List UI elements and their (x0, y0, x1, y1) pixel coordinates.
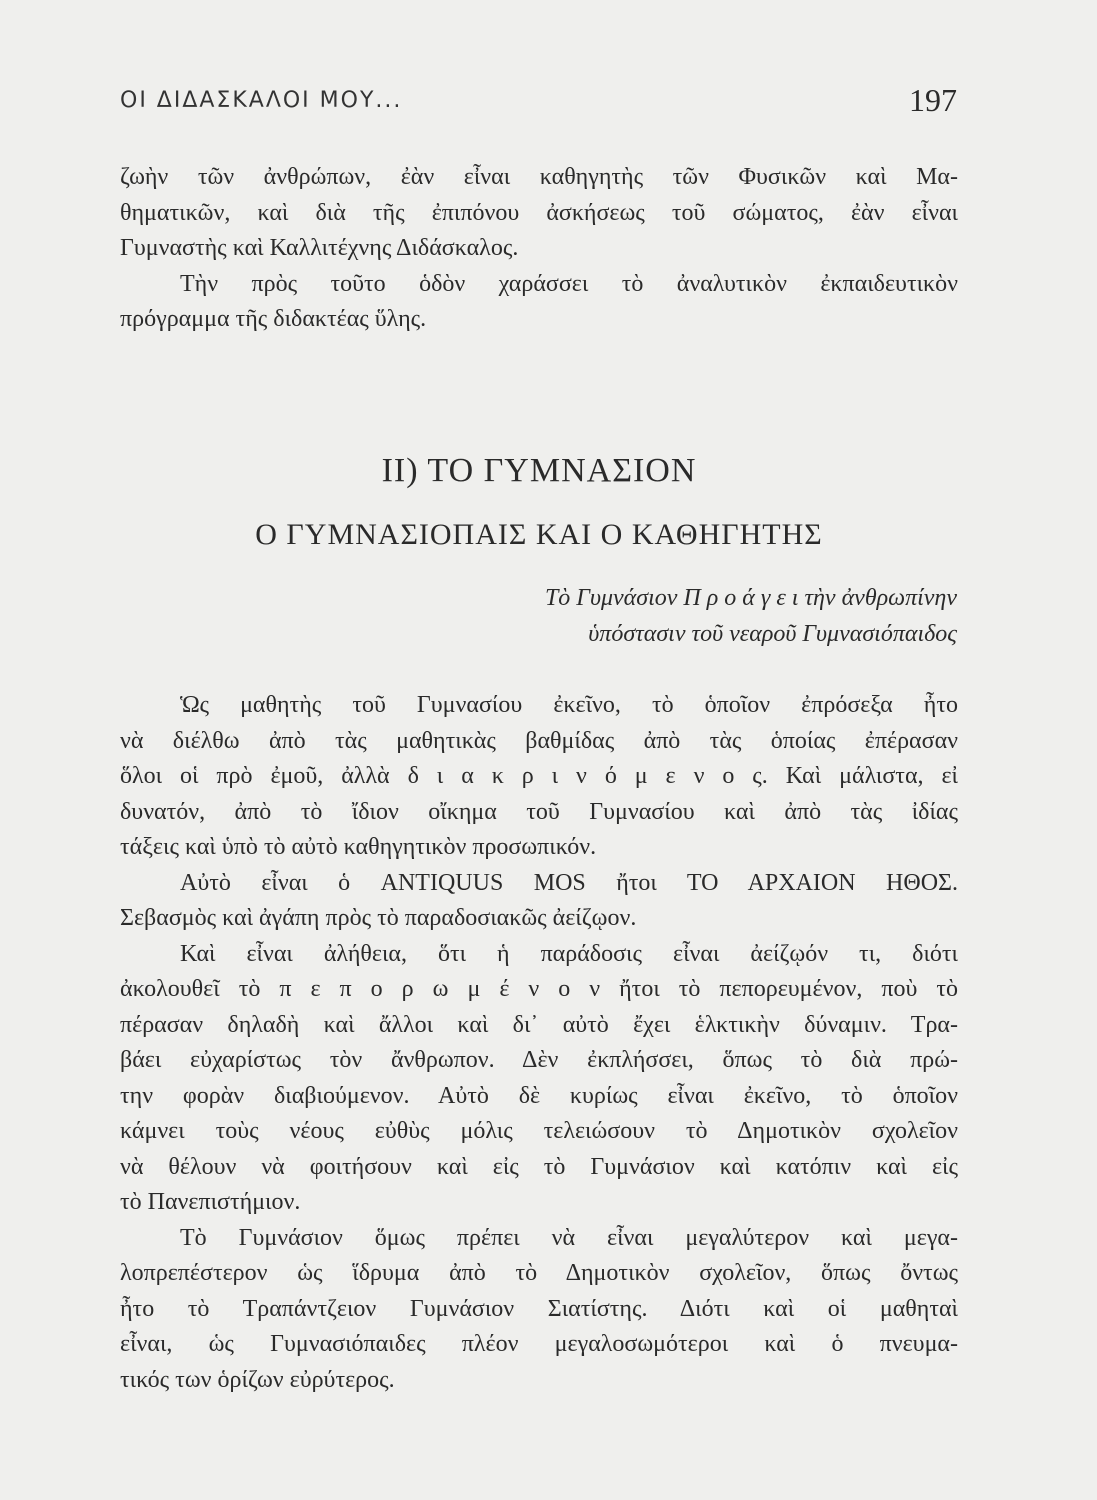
text-line: τικός των ὁρίζων εὐρύτερος. (120, 1366, 395, 1393)
text-line: την φορὰν διαβιούμενον. Αὐτὸ δὲ κυρίως εἶναι ἐκεῖνο, τὸ ὁποῖον (120, 1082, 958, 1109)
text-line: βάει εὐχαρίστως τὸν ἄνθρωπον. Δὲν ἐκπλήσσει, ὅπως τὸ διὰ πρώ- (120, 1047, 958, 1073)
text-line: νὰ θέλουν νὰ φοιτήσουν καὶ εἰς τὸ Γυμνάσιον καὶ κατόπιν καὶ εἰς (120, 1153, 958, 1180)
top-paragraphs (120, 160, 958, 338)
text-line: τάξεις καὶ ὑπὸ τὸ αὐτὸ καθηγητικὸν προσωπικόν. (120, 834, 597, 860)
text-line: νὰ διέλθω ἀπὸ τὰς μαθητικὰς βαθμίδας ἀπὸ τὰς ὁποίας ἐπέρασαν (120, 727, 958, 754)
text-line: λοπρεπέστερον ὡς ἵδρυμα ἀπὸ τὸ Δημοτικὸν σχολεῖον, ὅπως ὄντως (120, 1260, 958, 1286)
text-line: ἦτο τὸ Τραπάντζειον Γυμνάσιον Σιατίστης. Διότι καὶ οἱ μαθηταὶ (120, 1295, 958, 1322)
text-line: ἀκολουθεῖ τὸ π ε π ο ρ ω μ έ ν ο ν ἤτοι τὸ πεπορευμένον, ποὺ τὸ (120, 976, 958, 1002)
text-line: πέρασαν δηλαδὴ καὶ ἄλλοι καὶ δι᾽ αὐτὸ ἔχει ἑλκτικὴν δύναμιν. Τρα- (120, 1011, 958, 1038)
text-line: τὸ Πανεπιστήμιον. (120, 1189, 301, 1215)
text-line: Καὶ εἶναι ἀλήθεια, ὅτι ἡ παράδοσις εἶναι ἀείζῳόν τι, διότι (180, 940, 958, 967)
text-line: Γυμναστὴς καὶ Καλλιτέχνης Διδάσκαλος. (120, 235, 519, 261)
text-line: Σεβασμὸς καὶ ἀγάπη πρὸς τὸ παραδοσιακῶς ἀείζῳον. (120, 905, 637, 931)
page-number: 197 (909, 82, 957, 118)
epigraph-line: Τὸ Γυμνάσιον Π ρ ο ά γ ε ι τὴν ἀνθρωπίνην (544, 585, 957, 611)
running-head: ΟΙ ΔΙΔΑΣΚΑΛΟΙ ΜΟΥ... (120, 88, 403, 113)
section-subheading: Ο ΓΥΜΝΑΣΙΟΠΑΙΣ ΚΑΙ Ο ΚΑΘΗΓΗΤΗΣ (255, 518, 823, 551)
section-heading: ΙΙ) ΤΟ ΓΥΜΝΑΣΙΟΝ (381, 452, 697, 489)
main-paragraphs (120, 688, 958, 1398)
text-line: κάμνει τοὺς νέους εὐθὺς μόλις τελειώσουν τὸ Δημοτικὸν σχολεῖον (120, 1118, 958, 1144)
epigraph-line: ὑπόστασιν τοῦ νεαροῦ Γυμνασιόπαιδος (588, 621, 957, 647)
text-line: ζωὴν τῶν ἀνθρώπων, ἐὰν εἶναι καθηγητὴς τῶν Φυσικῶν καὶ Μα- (120, 164, 958, 190)
text-line: Αὐτὸ εἶναι ὁ ANTIQUUS MOS ἤτοι ΤΟ ΑΡΧΑΙΟΝ ΗΘΟΣ. (180, 869, 958, 896)
text-line: Τὴν πρὸς τοῦτο ὁδὸν χαράσσει τὸ ἀναλυτικὸν ἐκπαιδευτικὸν (180, 270, 958, 297)
text-line: εἶναι, ὡς Γυμνασιόπαιδες πλέον μεγαλοσωμότεροι καὶ ὁ πνευμα- (120, 1331, 958, 1357)
text-line: θηματικῶν, καὶ διὰ τῆς ἐπιπόνου ἀσκήσεως τοῦ σώματος, ἐὰν εἶναι (120, 199, 958, 226)
epigraph (397, 580, 957, 652)
text-line: δυνατόν, ἀπὸ τὸ ἴδιον οἴκημα τοῦ Γυμνασίου καὶ ἀπὸ τὰς ἰδίας (120, 798, 958, 825)
text-line: πρόγραμμα τῆς διδακτέας ὕλης. (120, 306, 427, 332)
text-line: Τὸ Γυμνάσιον ὅμως πρέπει νὰ εἶναι μεγαλύτερον καὶ μεγα- (180, 1224, 958, 1251)
text-line: Ὡς μαθητὴς τοῦ Γυμνασίου ἐκεῖνο, τὸ ὁποῖον ἐπρόσεξα ἦτο (180, 692, 958, 718)
text-line: ὅλοι οἱ πρὸ ἐμοῦ, ἀλλὰ δ ι α κ ρ ι ν ό μ ε ν ο ς. Καὶ μάλιστα, εἰ (120, 763, 958, 789)
